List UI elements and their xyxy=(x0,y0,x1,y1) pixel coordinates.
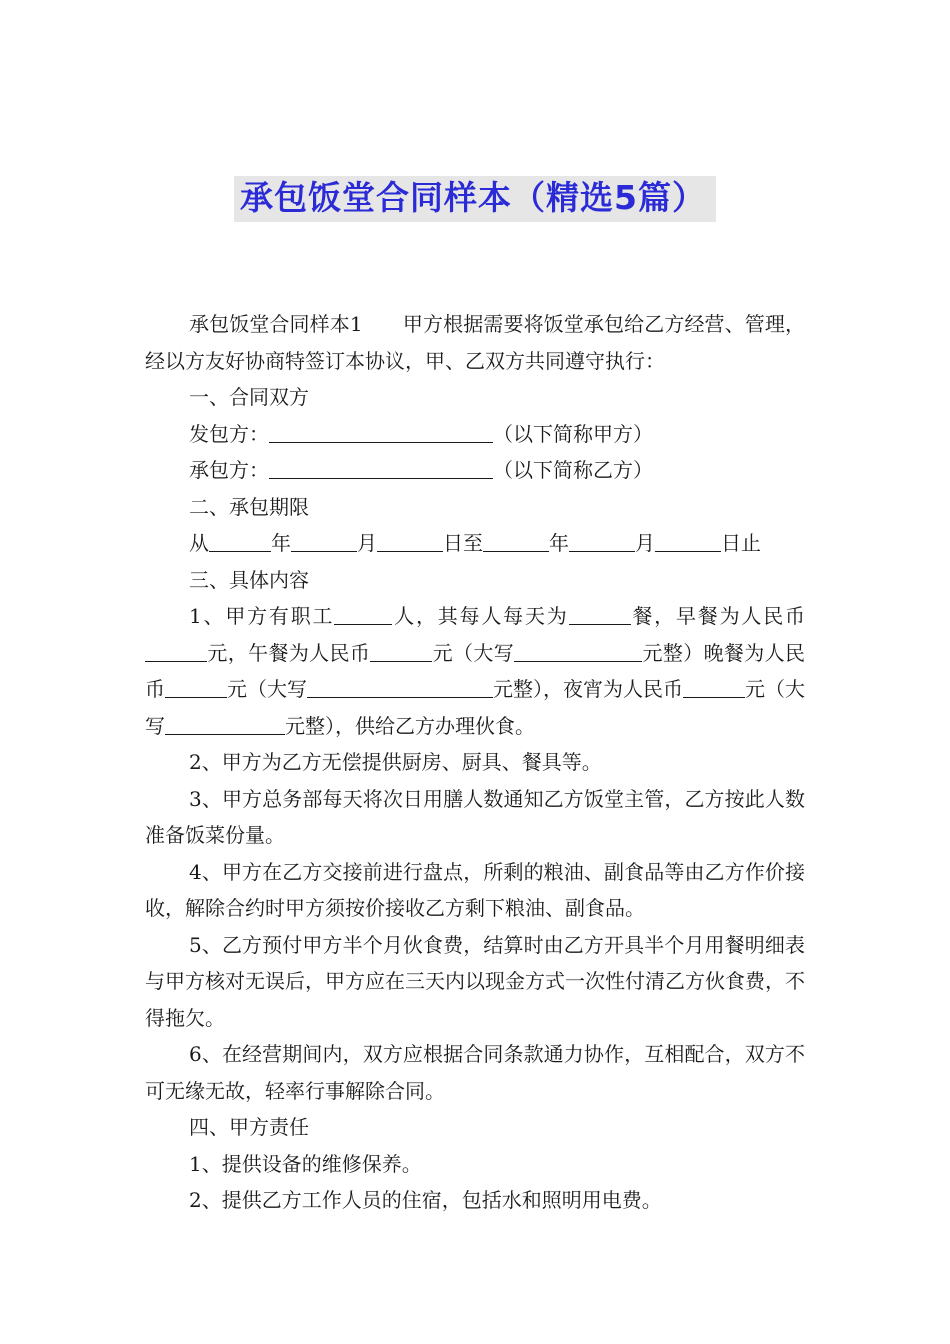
item1-part: 元（大写 xyxy=(432,640,515,665)
item1-part: 元整），供给乙方办理伙食。 xyxy=(285,713,535,738)
document-title: 承包饭堂合同样本（精选5篇） xyxy=(234,176,716,222)
term-month1: 月 xyxy=(357,531,377,555)
duty-item-2: 2、提供乙方工作人员的住宿，包括水和照明用电费。 xyxy=(189,1188,662,1212)
content-item-6: 6、在经营期间内，双方应根据合同条款通力协作，互相配合，双方不可无缘无故，轻率行事解除合同。 xyxy=(145,1042,805,1103)
contractor-suffix: （以下简称甲方） xyxy=(493,421,653,446)
section-heading-term: 二、承包期限 xyxy=(189,494,309,519)
intro-paragraph: 承包饭堂合同样本1 甲方根据需要将饭堂承包给乙方经营、管理，经以方友好协商特签订本协议，甲、乙双方共同遵守执行： xyxy=(145,312,805,373)
contractee-line xyxy=(145,452,805,489)
section-heading-party-a-duties: 四、甲方责任 xyxy=(189,1115,309,1139)
item1-part: 元（大写 xyxy=(227,677,307,701)
term-from: 从 xyxy=(189,531,209,555)
item1-part: 人，其每人每天为 xyxy=(392,604,569,628)
item1-blank xyxy=(683,679,745,698)
contractor-blank xyxy=(269,424,493,443)
term-blank xyxy=(377,533,443,552)
title-container xyxy=(0,176,950,222)
item1-blank xyxy=(514,643,642,662)
item1-part: 元，午餐为人民币 xyxy=(207,640,371,665)
content-item-2: 2、甲方为乙方无偿提供厨房、厨具、餐具等。 xyxy=(189,750,602,774)
section-heading-content: 三、具体内容 xyxy=(189,567,309,592)
term-line xyxy=(145,525,805,562)
term-blank xyxy=(209,533,271,552)
item1-blank xyxy=(307,679,493,698)
contractor-line xyxy=(145,416,805,453)
content-item-4: 4、甲方在乙方交接前进行盘点，所剩的粮油、副食品等由乙方作价接收，解除合约时甲方须按价接收乙方剩下粮油、副食品。 xyxy=(145,859,805,920)
item1-part: 餐，早餐为人民币 xyxy=(630,604,805,628)
item1-part: 1、甲方有职工 xyxy=(189,604,335,628)
contractor-label: 发包方： xyxy=(189,421,269,446)
term-blank xyxy=(569,533,635,552)
term-year2: 年 xyxy=(549,531,569,555)
item1-blank xyxy=(165,679,227,698)
item1-blank xyxy=(370,643,432,662)
term-year1: 年 xyxy=(271,531,291,555)
item1-blank xyxy=(145,643,207,662)
section-heading-parties: 一、合同双方 xyxy=(189,385,309,409)
item1-blank xyxy=(334,606,392,625)
term-day1: 日至 xyxy=(443,531,483,555)
contractee-blank xyxy=(269,460,493,479)
content-item-5: 5、乙方预付甲方半个月伙食费，结算时由乙方开具半个月用餐明细表与甲方核对无误后，甲方应在三天内以现金方式一次性付清乙方伙食费，不得拖欠。 xyxy=(145,932,805,1030)
item1-blank xyxy=(569,606,631,625)
item1-blank xyxy=(165,716,285,735)
item1-part: 元整），夜宵为人民币 xyxy=(493,677,683,701)
term-month2: 月 xyxy=(635,531,655,555)
content-item-1 xyxy=(145,598,805,744)
term-blank xyxy=(291,533,357,552)
term-blank xyxy=(655,533,721,552)
item1-part: 元（大写 xyxy=(145,677,805,738)
term-day2: 日止 xyxy=(721,531,761,555)
content-item-3: 3、甲方总务部每天将次日用膳人数通知乙方饭堂主管，乙方按此人数准备饭菜份量。 xyxy=(145,786,805,847)
term-blank xyxy=(483,533,549,552)
contractee-label: 承包方： xyxy=(189,458,269,482)
duty-item-1: 1、提供设备的维修保养。 xyxy=(189,1151,422,1176)
contractee-suffix: （以下简称乙方） xyxy=(493,458,653,482)
item1-part: 元整）晚餐为人民币 xyxy=(145,640,806,701)
document-body xyxy=(145,306,805,1219)
